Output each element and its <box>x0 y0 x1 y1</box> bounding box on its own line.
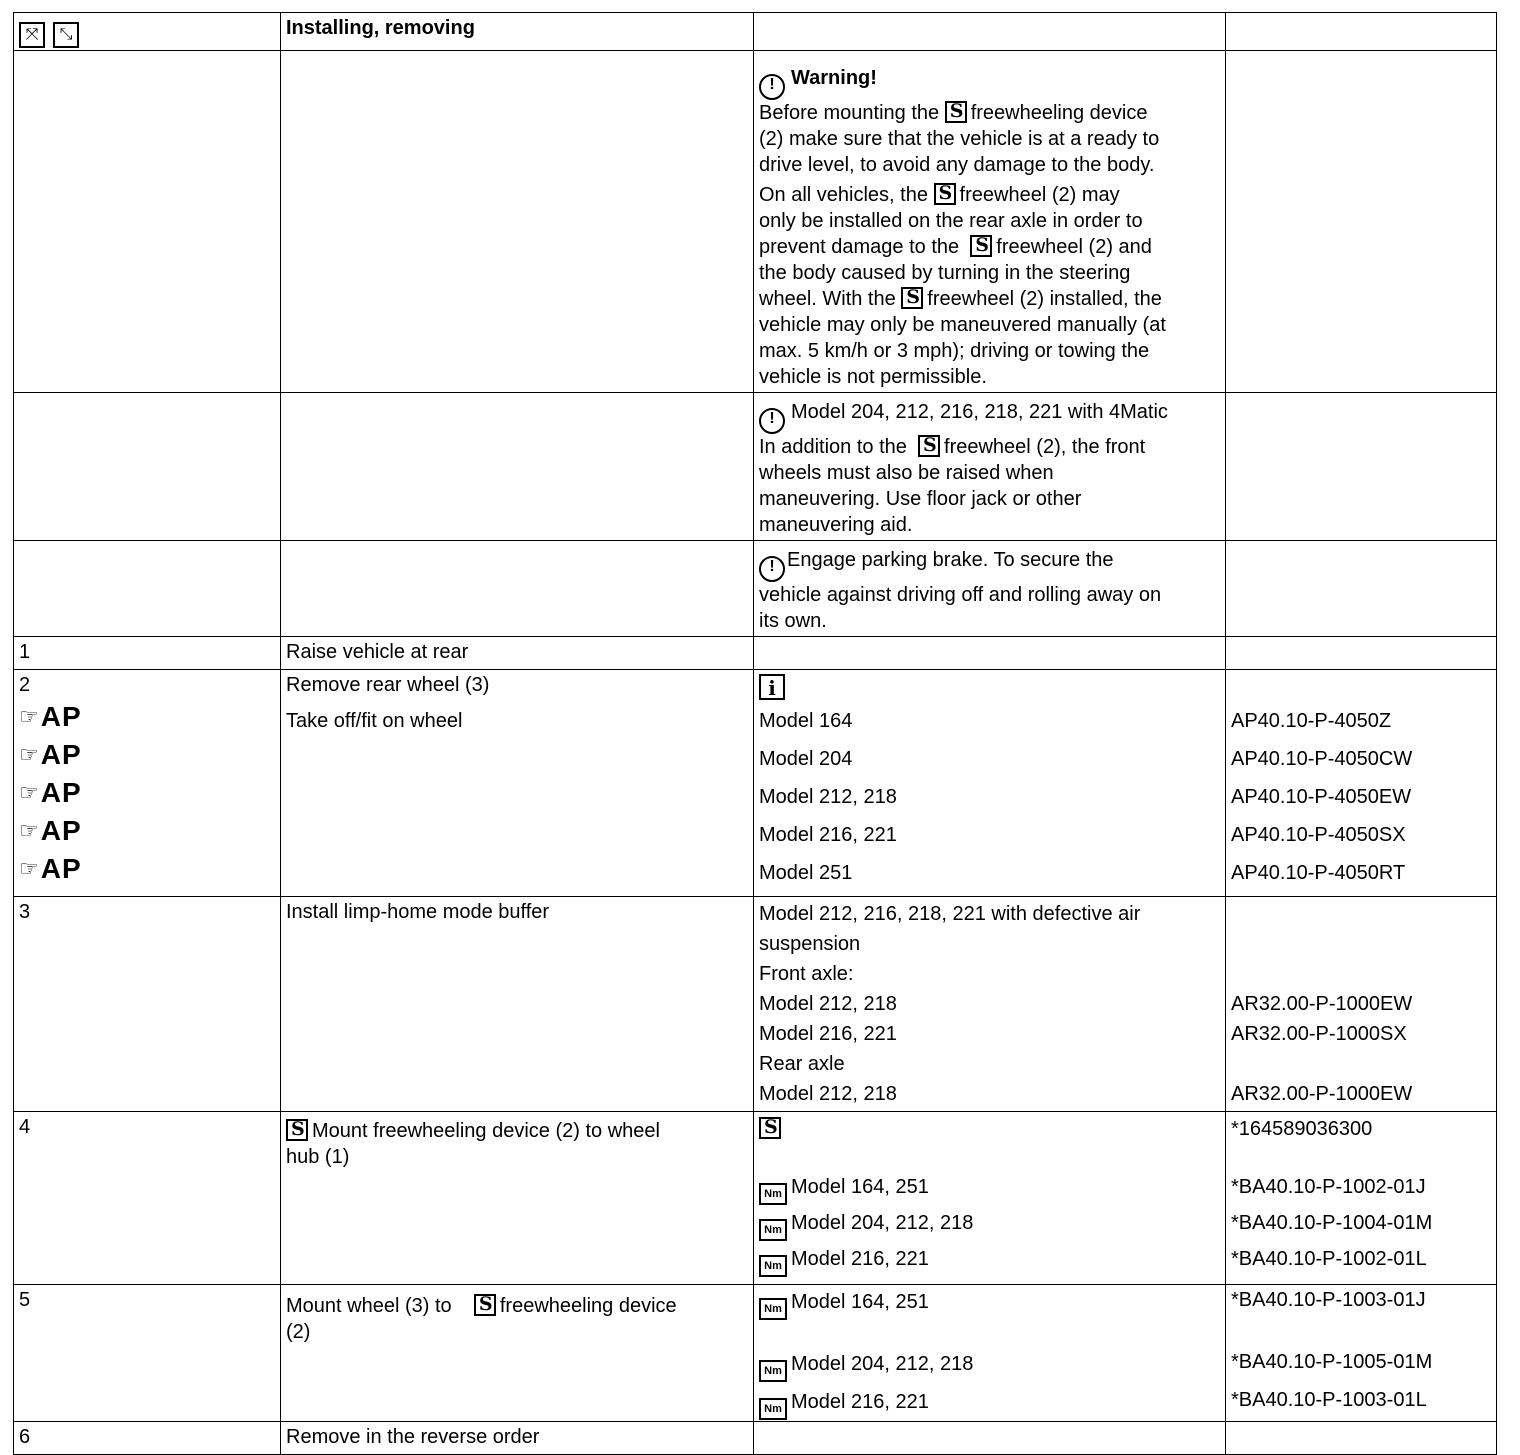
torque-icon: Nm <box>759 1219 787 1241</box>
special-tool-icon <box>286 1119 308 1141</box>
model-row: Model 212, 218 <box>759 1083 897 1105</box>
fourmatic-note <box>754 393 1226 541</box>
fourmatic-text: maneuvering. Use floor jack or other <box>759 488 1082 510</box>
axle-label: Rear axle <box>759 1053 845 1075</box>
warning-row <box>14 51 1497 393</box>
ap-link[interactable] <box>19 774 275 812</box>
doc-reference-link[interactable]: *BA40.10-P-1002-01L <box>1231 1248 1427 1270</box>
doc-reference-link[interactable]: AP40.10-P-4050EW <box>1231 786 1412 808</box>
model-row: Model 204 <box>759 748 853 770</box>
step-subtext: Take off/fit on wheel <box>286 710 463 732</box>
torque-icon: Nm <box>759 1360 787 1382</box>
doc-reference-link[interactable]: *BA40.10-P-1004-01M <box>1231 1212 1433 1234</box>
model-text: suspension <box>759 933 861 955</box>
special-tool-icon <box>970 235 992 257</box>
step-text: hub (1) <box>286 1146 350 1168</box>
fourmatic-text: In addition to the <box>759 436 907 458</box>
step-text: Remove rear wheel (3) <box>286 674 490 696</box>
ap-label: AP <box>40 853 82 884</box>
warning-text: freewheeling device <box>970 102 1148 124</box>
expand-icon[interactable]: ⤧ <box>19 22 45 48</box>
special-tool-icon <box>474 1294 496 1316</box>
model-row: Model 212, 218 <box>759 993 897 1015</box>
warning-text: only be installed on the rear axle in order to <box>759 210 1143 232</box>
model-text: Model 212, 216, 218, 221 with defective air <box>759 903 1141 925</box>
special-tool-icon <box>759 1117 781 1139</box>
warning-text: drive level, to avoid any damage to the body. <box>759 154 1155 176</box>
parking-note <box>754 541 1226 637</box>
step-number: 1 <box>14 637 281 670</box>
step-text: (2) <box>286 1321 311 1343</box>
ap-link[interactable] <box>19 812 275 850</box>
step-number: 3 <box>14 897 281 1112</box>
doc-reference-link[interactable]: AP40.10-P-4050CW <box>1231 748 1413 770</box>
step-row <box>14 670 1497 897</box>
procedure-table <box>13 12 1497 1455</box>
pointing-hand-icon: ☞ <box>19 742 39 767</box>
header-row <box>14 13 1497 51</box>
warning-text: Before mounting the <box>759 102 940 124</box>
step-text: Mount wheel (3) to <box>286 1295 452 1317</box>
model-row: Model 212, 218 <box>759 786 897 808</box>
warning-icon: ! <box>759 556 785 582</box>
parking-text: vehicle against driving off and rolling away on <box>759 584 1162 606</box>
step-row <box>14 1422 1497 1455</box>
parking-text: its own. <box>759 610 827 632</box>
warning-icon: ! <box>759 74 785 100</box>
ap-link[interactable] <box>19 850 275 888</box>
collapse-icon[interactable]: ⤡ <box>53 22 79 48</box>
warning-text: wheel. With the <box>759 288 896 310</box>
model-row: Model 216, 221 <box>791 1391 929 1413</box>
step-number: 4 <box>14 1112 281 1285</box>
parking-text: Engage parking brake. To secure the <box>787 549 1114 571</box>
doc-reference-link[interactable]: AP40.10-P-4050RT <box>1231 862 1406 884</box>
ap-link[interactable] <box>19 736 275 774</box>
warning-title: Warning! <box>791 67 877 89</box>
model-row: Model 164, 251 <box>791 1176 929 1198</box>
warning-text: max. 5 km/h or 3 mph); driving or towing the <box>759 340 1150 362</box>
warning-icon: ! <box>759 408 785 434</box>
model-row: Model 216, 221 <box>759 824 897 846</box>
warning-note <box>754 51 1226 393</box>
ap-label: AP <box>40 739 82 770</box>
special-tool-icon <box>934 183 956 205</box>
step-text: Remove in the reverse order <box>281 1422 754 1455</box>
doc-reference-link[interactable]: *BA40.10-P-1005-01M <box>1231 1351 1433 1373</box>
doc-reference-link[interactable]: AR32.00-P-1000EW <box>1231 993 1413 1015</box>
step-row <box>14 897 1497 1112</box>
axle-label: Front axle: <box>759 963 854 985</box>
fourmatic-title: Model 204, 212, 216, 218, 221 with 4Matic <box>791 401 1168 423</box>
step-text: freewheeling device <box>499 1295 677 1317</box>
model-row: Model 216, 221 <box>759 1023 897 1045</box>
pointing-hand-icon: ☞ <box>19 856 39 881</box>
doc-reference-link[interactable]: AP40.10-P-4050SX <box>1231 824 1406 846</box>
model-row: Model 204, 212, 218 <box>791 1212 974 1234</box>
warning-text: (2) make sure that the vehicle is at a ready to <box>759 128 1160 150</box>
step-text: Raise vehicle at rear <box>281 637 754 670</box>
doc-reference-link[interactable]: AR32.00-P-1000SX <box>1231 1023 1407 1045</box>
ap-label: AP <box>40 701 82 732</box>
step-text: Install limp-home mode buffer <box>281 897 754 1112</box>
step-row <box>14 1285 1497 1422</box>
doc-reference-link[interactable]: *BA40.10-P-1002-01J <box>1231 1176 1426 1198</box>
torque-icon: Nm <box>759 1183 787 1205</box>
model-row: Model 164, 251 <box>791 1291 929 1313</box>
doc-reference-link[interactable]: *BA40.10-P-1003-01L <box>1231 1389 1427 1411</box>
model-row: Model 251 <box>759 862 853 884</box>
fourmatic-text: maneuvering aid. <box>759 514 913 536</box>
section-title: Installing, removing <box>281 13 754 51</box>
special-tool-icon <box>918 435 940 457</box>
doc-reference-link[interactable]: AP40.10-P-4050Z <box>1231 710 1392 732</box>
torque-icon: Nm <box>759 1398 787 1420</box>
torque-icon: Nm <box>759 1298 787 1320</box>
doc-reference-link[interactable]: AR32.00-P-1000EW <box>1231 1083 1413 1105</box>
fourmatic-row <box>14 393 1497 541</box>
warning-text: the body caused by turning in the steering <box>759 262 1131 284</box>
step-text: Mount freewheeling device (2) to wheel <box>312 1120 660 1142</box>
step-number: 2 <box>19 674 31 696</box>
torque-icon: Nm <box>759 1255 787 1277</box>
fourmatic-text: freewheel (2), the front <box>944 436 1146 458</box>
special-tool-icon <box>901 287 923 309</box>
warning-text: vehicle may only be maneuvered manually (at <box>759 314 1166 336</box>
ap-label: AP <box>40 777 82 808</box>
pointing-hand-icon: ☞ <box>19 704 39 729</box>
info-icon: i <box>759 674 785 700</box>
special-tool-icon <box>945 101 967 123</box>
step-number: 6 <box>14 1422 281 1455</box>
step-number: 5 <box>14 1285 281 1422</box>
pointing-hand-icon: ☞ <box>19 780 39 805</box>
fourmatic-text: wheels must also be raised when <box>759 462 1054 484</box>
doc-reference-link[interactable]: *BA40.10-P-1003-01J <box>1231 1289 1426 1311</box>
warning-text: freewheel (2) may <box>959 184 1120 206</box>
parking-row <box>14 541 1497 637</box>
warning-text: freewheel (2) and <box>996 236 1152 258</box>
tool-reference-link[interactable]: *164589036300 <box>1231 1118 1373 1140</box>
warning-text: vehicle is not permissible. <box>759 366 987 388</box>
ap-label: AP <box>40 815 82 846</box>
step-row <box>14 1112 1497 1285</box>
pointing-hand-icon: ☞ <box>19 818 39 843</box>
model-row: Model 204, 212, 218 <box>791 1353 974 1375</box>
warning-text: freewheel (2) installed, the <box>927 288 1162 310</box>
warning-text: On all vehicles, the <box>759 184 928 206</box>
warning-text: prevent damage to the <box>759 236 960 258</box>
step-row <box>14 637 1497 670</box>
model-row: Model 164 <box>759 710 853 732</box>
ap-link[interactable] <box>19 698 275 736</box>
model-row: Model 216, 221 <box>791 1248 929 1270</box>
